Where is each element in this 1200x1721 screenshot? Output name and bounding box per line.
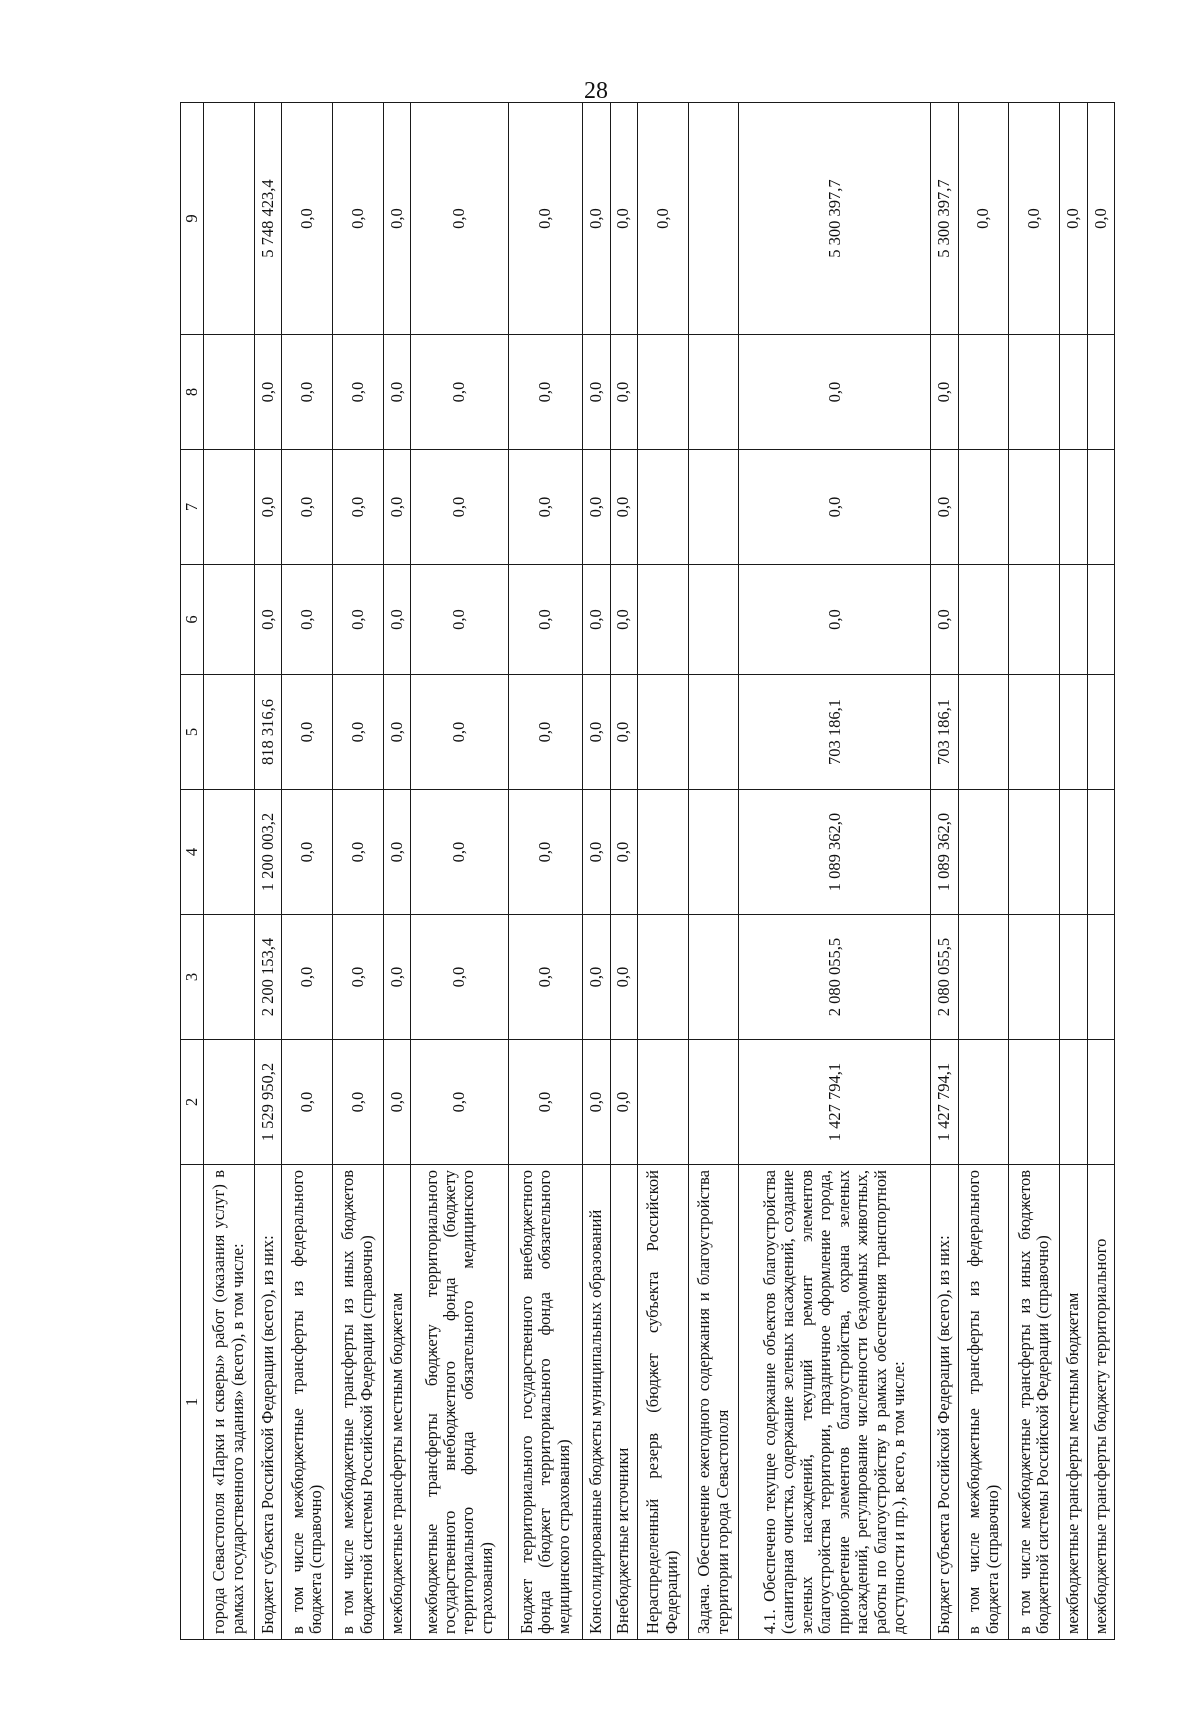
value-cell	[1060, 790, 1087, 915]
value-cell	[958, 450, 1009, 565]
row-label: межбюджетные трансферты местным бюджетам	[383, 1165, 410, 1640]
value-cell	[1009, 450, 1060, 565]
row-label: Бюджет территориального государственного внебюджетного фонда (бюджет территориального фонда обязательного медицинского страхования)	[508, 1165, 582, 1640]
value-cell: 1 089 362,0	[931, 790, 958, 915]
value-cell: 0,0	[383, 675, 410, 790]
value-cell: 0,0	[282, 915, 333, 1040]
value-cell	[1009, 790, 1060, 915]
value-cell: 0,0	[508, 675, 582, 790]
value-cell: 1 529 950,2	[254, 1040, 281, 1165]
row-label: в том числе межбюджетные трансферты из федерального бюджета (справочно)	[958, 1165, 1009, 1640]
row-label: Внебюджетные источники	[610, 1165, 637, 1640]
value-cell	[637, 790, 688, 915]
value-cell	[688, 915, 739, 1040]
value-cell: 0,0	[411, 565, 509, 675]
value-cell: 0,0	[282, 790, 333, 915]
row-label: в том числе межбюджетные трансферты из иных бюджетов бюджетной системы Российской Федерации (справочно)	[332, 1165, 383, 1640]
value-cell	[204, 1040, 255, 1165]
value-cell: 0,0	[332, 915, 383, 1040]
value-cell: 0,0	[332, 450, 383, 565]
value-cell: 0,0	[739, 335, 931, 450]
value-cell	[958, 790, 1009, 915]
row-label: межбюджетные трансферты бюджету территориального	[1087, 1165, 1114, 1640]
table-row	[508, 103, 582, 1640]
value-cell: 0,0	[282, 1040, 333, 1165]
table-row	[637, 103, 688, 1640]
value-cell	[958, 915, 1009, 1040]
value-cell: 0,0	[508, 450, 582, 565]
value-cell: 0,0	[508, 335, 582, 450]
value-cell	[1060, 1040, 1087, 1165]
value-cell: 0,0	[411, 790, 509, 915]
value-cell	[637, 450, 688, 565]
value-cell: 0,0	[508, 915, 582, 1040]
value-cell	[1087, 790, 1114, 915]
value-cell: 0,0	[583, 103, 610, 335]
value-cell	[688, 1040, 739, 1165]
column-number-row	[181, 103, 204, 1640]
value-cell: 0,0	[931, 565, 958, 675]
value-cell: 0,0	[610, 565, 637, 675]
value-cell	[1060, 335, 1087, 450]
row-label: межбюджетные трансферты бюджету территориального государственного внебюджетного фонда (бюджету территориального фонда обязательного медицинского страхования)	[411, 1165, 509, 1640]
value-cell	[637, 565, 688, 675]
table-row	[383, 103, 410, 1640]
rotated-table-sheet	[180, 103, 1115, 1640]
value-cell: 0,0	[383, 790, 410, 915]
row-label: в том числе межбюджетные трансферты из федерального бюджета (справочно)	[282, 1165, 333, 1640]
value-cell	[204, 565, 255, 675]
value-cell: 0,0	[739, 450, 931, 565]
row-label: Консолидированные бюджеты муниципальных образований	[583, 1165, 610, 1640]
table-row	[1009, 103, 1060, 1640]
value-cell: 0,0	[332, 790, 383, 915]
value-cell: 0,0	[637, 103, 688, 335]
column-header: 6	[181, 565, 204, 675]
table-row	[688, 103, 739, 1640]
value-cell: 0,0	[254, 450, 281, 565]
value-cell: 0,0	[383, 450, 410, 565]
value-cell: 0,0	[583, 335, 610, 450]
value-cell	[1060, 450, 1087, 565]
value-cell: 0,0	[583, 675, 610, 790]
value-cell	[1087, 1040, 1114, 1165]
value-cell	[1060, 915, 1087, 1040]
value-cell: 0,0	[583, 565, 610, 675]
value-cell	[958, 335, 1009, 450]
value-cell: 703 186,1	[739, 675, 931, 790]
row-label: Задача. Обеспечение ежегодного содержания и благоустройства территории города Севастополя	[688, 1165, 739, 1640]
budget-table	[180, 102, 1115, 1640]
value-cell: 0,0	[383, 103, 410, 335]
value-cell: 0,0	[508, 103, 582, 335]
value-cell	[637, 675, 688, 790]
row-label: Бюджет субъекта Российской Федерации (всего), из них:	[254, 1165, 281, 1640]
value-cell: 1 089 362,0	[739, 790, 931, 915]
row-label: Нераспределенный резерв (бюджет субъекта Российской Федерации)	[637, 1165, 688, 1640]
value-cell	[1009, 565, 1060, 675]
value-cell: 0,0	[332, 1040, 383, 1165]
value-cell	[637, 1040, 688, 1165]
value-cell: 0,0	[411, 103, 509, 335]
value-cell	[1087, 565, 1114, 675]
value-cell	[1087, 450, 1114, 565]
value-cell: 0,0	[931, 335, 958, 450]
column-header: 9	[181, 103, 204, 335]
value-cell: 0,0	[332, 335, 383, 450]
value-cell	[204, 335, 255, 450]
value-cell: 0,0	[610, 103, 637, 335]
value-cell: 0,0	[383, 565, 410, 675]
column-header: 5	[181, 675, 204, 790]
table-row	[739, 103, 931, 1640]
value-cell: 0,0	[931, 450, 958, 565]
column-header: 1	[181, 1165, 204, 1640]
value-cell: 0,0	[332, 565, 383, 675]
table-row	[282, 103, 333, 1640]
column-header: 7	[181, 450, 204, 565]
table-row	[958, 103, 1009, 1640]
value-cell: 0,0	[332, 675, 383, 790]
value-cell	[1009, 335, 1060, 450]
value-cell	[688, 335, 739, 450]
value-cell: 0,0	[282, 450, 333, 565]
value-cell	[1087, 675, 1114, 790]
table-row	[931, 103, 958, 1640]
row-label: города Севастополя «Парки и скверы» работ (оказания услуг) в рамках государственного задания» (всего), в том числе:	[204, 1165, 255, 1640]
value-cell: 0,0	[332, 103, 383, 335]
table-row	[1087, 103, 1114, 1640]
value-cell: 0,0	[610, 335, 637, 450]
value-cell	[204, 790, 255, 915]
value-cell: 0,0	[583, 1040, 610, 1165]
value-cell: 2 080 055,5	[739, 915, 931, 1040]
value-cell: 0,0	[610, 790, 637, 915]
value-cell: 0,0	[383, 915, 410, 1040]
value-cell: 0,0	[508, 1040, 582, 1165]
column-header: 4	[181, 790, 204, 915]
row-label: в том числе межбюджетные трансферты из иных бюджетов бюджетной системы Российской Федерации (справочно)	[1009, 1165, 1060, 1640]
page-number: 28	[584, 78, 608, 104]
value-cell: 5 748 423,4	[254, 103, 281, 335]
value-cell	[204, 675, 255, 790]
value-cell: 0,0	[282, 335, 333, 450]
value-cell: 0,0	[383, 1040, 410, 1165]
value-cell	[204, 915, 255, 1040]
value-cell: 0,0	[1060, 103, 1087, 335]
value-cell	[1087, 335, 1114, 450]
value-cell	[1060, 565, 1087, 675]
value-cell	[1060, 675, 1087, 790]
row-label: 4.1. Обеспечено текущее содержание объектов благоустройства (санитарная очистка, содержание зеленых насаждений, создание зеленых насаждений, текущий ремонт элементов благоустройства территории, праздничное оформление города, приобретение элементов благоустройства, охрана зеленых насаждений, регулирование численности бездомных животных, работы по благоустройству в рамках обеспечения транспортной доступности и пр.), всего, в том числе:	[739, 1165, 931, 1640]
value-cell	[688, 450, 739, 565]
value-cell: 0,0	[739, 565, 931, 675]
value-cell: 0,0	[282, 103, 333, 335]
table-row	[583, 103, 610, 1640]
value-cell: 0,0	[1087, 103, 1114, 335]
value-cell: 0,0	[610, 450, 637, 565]
table-row	[332, 103, 383, 1640]
value-cell	[688, 103, 739, 335]
value-cell: 0,0	[508, 565, 582, 675]
value-cell: 2 080 055,5	[931, 915, 958, 1040]
value-cell: 818 316,6	[254, 675, 281, 790]
value-cell	[958, 675, 1009, 790]
value-cell: 0,0	[411, 915, 509, 1040]
table-row	[1060, 103, 1087, 1640]
value-cell: 0,0	[610, 1040, 637, 1165]
value-cell: 1 200 003,2	[254, 790, 281, 915]
value-cell	[637, 335, 688, 450]
value-cell	[1009, 915, 1060, 1040]
value-cell: 0,0	[583, 790, 610, 915]
value-cell: 0,0	[610, 675, 637, 790]
value-cell: 0,0	[583, 915, 610, 1040]
value-cell: 0,0	[583, 450, 610, 565]
row-label: Бюджет субъекта Российской Федерации (всего), из них:	[931, 1165, 958, 1640]
value-cell	[958, 565, 1009, 675]
value-cell: 0,0	[508, 790, 582, 915]
value-cell: 1 427 794,1	[739, 1040, 931, 1165]
value-cell	[204, 103, 255, 335]
value-cell: 0,0	[254, 335, 281, 450]
value-cell	[688, 790, 739, 915]
value-cell: 1 427 794,1	[931, 1040, 958, 1165]
value-cell: 0,0	[282, 565, 333, 675]
table-row	[411, 103, 509, 1640]
table-row	[204, 103, 255, 1640]
value-cell: 0,0	[958, 103, 1009, 335]
column-header: 2	[181, 1040, 204, 1165]
value-cell	[1087, 915, 1114, 1040]
value-cell: 5 300 397,7	[931, 103, 958, 335]
value-cell: 0,0	[411, 675, 509, 790]
value-cell: 0,0	[383, 335, 410, 450]
row-label: межбюджетные трансферты местным бюджетам	[1060, 1165, 1087, 1640]
value-cell: 0,0	[254, 565, 281, 675]
value-cell: 0,0	[411, 450, 509, 565]
value-cell	[637, 915, 688, 1040]
table-row	[610, 103, 637, 1640]
value-cell	[1009, 675, 1060, 790]
value-cell: 0,0	[610, 915, 637, 1040]
value-cell: 0,0	[1009, 103, 1060, 335]
table-row	[254, 103, 281, 1640]
value-cell: 0,0	[411, 1040, 509, 1165]
value-cell	[958, 1040, 1009, 1165]
value-cell: 703 186,1	[931, 675, 958, 790]
value-cell	[688, 565, 739, 675]
column-header: 3	[181, 915, 204, 1040]
value-cell: 0,0	[282, 675, 333, 790]
value-cell	[204, 450, 255, 565]
value-cell: 2 200 153,4	[254, 915, 281, 1040]
value-cell: 0,0	[411, 335, 509, 450]
value-cell	[1009, 1040, 1060, 1165]
value-cell	[688, 675, 739, 790]
value-cell: 5 300 397,7	[739, 103, 931, 335]
column-header: 8	[181, 335, 204, 450]
